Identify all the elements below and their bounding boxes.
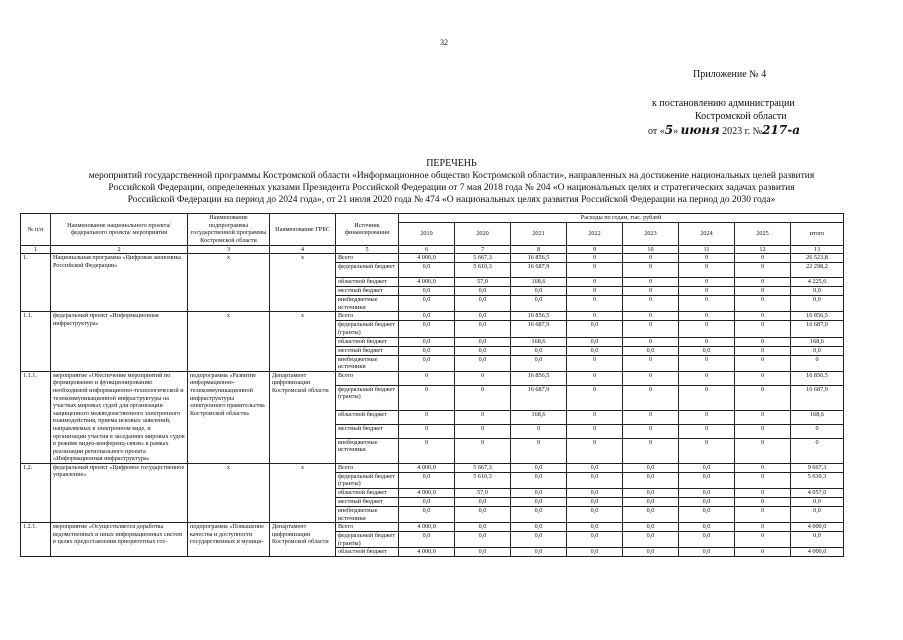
subtitle-line: мероприятий государственной программы Костромской области «Информационное общество Костромской области», направленных на достижение национальных целей развития [88,171,815,181]
subtitle-line: Российской Федерации, определенных указами Президента Российской Федерации от 7 мая 2018 года № 204 «О национальных целях и стратегических задачах развития [108,183,795,193]
expense-value: 0 [735,296,791,312]
expense-value: 0 [511,424,567,438]
column-number: 4 [270,245,336,254]
header-year: 2024 [679,222,735,245]
expense-value: 168,6 [791,410,844,424]
expense-value: 0 [567,410,623,424]
header-year: 2023 [623,222,679,245]
expense-value: 0,0 [567,346,623,355]
expense-value: 0 [399,371,455,385]
expense-value: 0,0 [399,296,455,312]
expense-value: 0 [623,410,679,424]
expense-value: 0 [735,287,791,296]
column-number: 11 [679,245,735,254]
expense-value: 0 [735,346,791,355]
expense-value: 0 [735,463,791,472]
expense-value: 0 [567,287,623,296]
expense-value: 0 [623,312,679,321]
expense-value: 0,0 [511,472,567,488]
expense-value: 0 [679,254,735,263]
expense-value: 0,0 [567,523,623,532]
expense-value: 0,0 [623,346,679,355]
measure-name: федеральный проект «Цифровое государственное управление» [51,463,188,522]
document-title: ПЕРЕЧЕНЬ [426,158,477,169]
expense-value: 0,0 [679,463,735,472]
expense-value: 0,0 [455,548,511,557]
expense-value: 26 523,8 [791,254,844,263]
expense-value: 0,0 [679,532,735,548]
expense-value: 0,0 [567,489,623,498]
column-number: 13 [791,245,844,254]
header-source: Источник финансирования [336,214,399,246]
expense-value: 0 [735,337,791,346]
expense-value: 0,0 [399,346,455,355]
funding-source: местный бюджет [336,346,399,355]
expense-value: 0 [679,385,735,410]
expense-value: 0,0 [679,548,735,557]
expense-value: 0,0 [791,507,844,523]
column-number: 2 [51,245,188,254]
subprogram-name: подпрограмма «Развитие информационно-телекоммуникационной инфраструктуры электронного правительства Костромской области» [188,371,270,463]
measures-table [20,213,844,557]
resolution-date [648,123,800,137]
funding-source: внебюджетные источники [336,507,399,523]
funding-source: внебюджетные источники [336,355,399,371]
expense-value: 0,0 [399,321,455,337]
funding-source: областной бюджет [336,489,399,498]
expense-value: 5 667,3 [455,254,511,263]
expense-value: 0 [735,385,791,410]
expense-value: 0,0 [455,355,511,371]
header-year: 2022 [567,222,623,245]
expense-value: 0,0 [511,489,567,498]
expense-value: 4 000,0 [399,463,455,472]
expense-value: 0,0 [623,489,679,498]
column-number: 8 [511,245,567,254]
expense-value: 0 [455,424,511,438]
expense-value: 0 [679,438,735,463]
header-year: 2020 [455,222,511,245]
expense-value: 0 [735,355,791,371]
expense-value: 0,0 [791,287,844,296]
expense-value: 0 [679,263,735,278]
expense-value: 0 [623,385,679,410]
expense-value: 0 [567,263,623,278]
measure-name: мероприятие «Осуществляется доработка ведомственных и иных информационных систем в целях предоставления приоритетных гос- [51,523,188,557]
expense-value: 0 [455,371,511,385]
column-number: 6 [399,245,455,254]
expense-value: 57,0 [455,489,511,498]
expense-value: 0,0 [455,507,511,523]
expense-value: 16 687,9 [791,321,844,337]
expense-value: 16 856,5 [791,312,844,321]
header-year: 2019 [399,222,455,245]
expense-value: 0 [679,278,735,287]
expense-value: 16 687,9 [511,385,567,410]
expense-value: 0 [735,438,791,463]
subprogram-name: подпрограмма «Повышение качества и доступности государственных и муници- [188,523,270,557]
expense-value: 168,6 [511,337,567,346]
expense-value: 0,0 [455,296,511,312]
expense-value: 0 [791,355,844,371]
column-number: 5 [336,245,399,254]
expense-value: 4 000,0 [399,548,455,557]
expense-value: 0,0 [399,355,455,371]
date-year: 2023 г. № [722,126,763,137]
expense-value: 0 [791,424,844,438]
expense-value: 0,0 [511,532,567,548]
expense-value: 0 [567,312,623,321]
expense-value: 0 [735,489,791,498]
header-subprogram: Наименование подпрограммы государственной программы Костромской области [188,214,270,246]
funding-source: Всего [336,523,399,532]
expense-value: 0 [735,507,791,523]
expense-value: 0 [679,424,735,438]
table-row [21,371,844,385]
expense-value: 0,0 [679,507,735,523]
expense-value: 4 000,0 [399,278,455,287]
expense-value: 168,6 [511,410,567,424]
expense-value: 0,0 [567,498,623,507]
header-num: № п/п [21,214,51,246]
expense-value: 0 [623,263,679,278]
row-number: 1.1.1. [21,371,51,463]
funding-source: Всего [336,463,399,472]
expense-value: 0 [567,438,623,463]
expense-value: 0,0 [399,337,455,346]
expense-value: 0 [567,385,623,410]
expense-value: 0 [679,337,735,346]
expense-value: 0 [623,278,679,287]
expense-value: 0,0 [455,287,511,296]
expense-value: 5 610,3 [791,472,844,488]
subtitle-line: Российской Федерации на период до 2024 года», от 21 июля 2020 года № 474 «О национальных целях развития Российской Федерации на период до 2030 года» [127,195,776,205]
expense-value: 0,0 [791,346,844,355]
expense-value: 0,0 [567,548,623,557]
table-row [21,523,844,532]
expense-value: 0 [735,532,791,548]
date-mid: » [673,126,679,137]
date-prefix: от « [648,126,665,137]
expense-value: 0,0 [567,472,623,488]
expense-value: 0,0 [679,472,735,488]
appendix-label: Приложение № 4 [693,69,767,80]
expense-value: 0 [623,337,679,346]
expense-value: 0,0 [511,296,567,312]
expense-value: 57,0 [455,278,511,287]
header-year: 2025 [735,222,791,245]
expense-value: 0 [735,424,791,438]
expense-value: 16 856,5 [791,371,844,385]
expense-value: 0 [399,410,455,424]
page-number: 32 [440,38,448,47]
expense-value: 0 [679,296,735,312]
expense-value: 0 [735,321,791,337]
expense-value: 0,0 [455,498,511,507]
expense-value: 0 [623,355,679,371]
expense-value: 5 610,3 [455,263,511,278]
column-number: 9 [567,245,623,254]
funding-source: внебюджетные источники [336,296,399,312]
expense-value: 4 000,0 [399,489,455,498]
row-number: 1.2.1. [21,523,51,557]
funding-source: федеральный бюджет (гранты) [336,532,399,548]
expense-value: 0,0 [623,507,679,523]
expense-value: 0 [623,296,679,312]
header-year: итого [791,222,844,245]
expense-value: 0,0 [511,355,567,371]
expense-value: 0 [455,438,511,463]
expense-value: 168,6 [791,337,844,346]
expense-value: 16 687,9 [791,385,844,410]
header-expenses: Расходы по годам, тыс. рублей [399,214,844,223]
resolution-reference: к постановлению администрации [652,98,795,109]
expense-value: 0 [679,371,735,385]
expense-value: 0,0 [399,532,455,548]
subprogram-name: х [188,254,270,312]
expense-value: 0,0 [511,548,567,557]
column-number: 7 [455,245,511,254]
expense-value: 5 610,3 [455,472,511,488]
expense-value: 0,0 [455,337,511,346]
expense-value: 0 [735,498,791,507]
expense-value: 0 [511,438,567,463]
header-year: 2021 [511,222,567,245]
expense-value: 0 [455,385,511,410]
expense-value: 0,0 [399,507,455,523]
expense-value: 0,0 [399,287,455,296]
grbs-name: Департамент цифровизации Костромской области [270,371,336,463]
expense-value: 0 [735,254,791,263]
expense-value: 4 000,0 [399,523,455,532]
expense-value: 16 856,5 [511,312,567,321]
funding-source: федеральный бюджет [336,263,399,278]
document-subtitle [20,170,883,206]
expense-value: 0,0 [511,498,567,507]
expense-value: 0 [735,523,791,532]
expense-value: 0 [567,355,623,371]
subprogram-name: х [188,312,270,371]
expense-value: 0,0 [511,346,567,355]
expense-value: 0,0 [623,463,679,472]
expense-value: 0 [679,355,735,371]
funding-source: внебюджетные источники [336,438,399,463]
expense-value: 4 225,6 [791,278,844,287]
expense-value: 168,6 [511,278,567,287]
funding-source: областной бюджет [336,337,399,346]
date-day: 5 [664,123,674,137]
expense-value: 0 [735,371,791,385]
expense-value: 0 [567,278,623,287]
measure-name: Национальная программа «Цифровая экономика Российской Федерации» [51,254,188,312]
grbs-name: х [270,312,336,371]
funding-source: федеральный бюджет (гранты) [336,321,399,337]
expense-value: 0,0 [455,312,511,321]
expense-value: 0 [623,438,679,463]
funding-source: областной бюджет [336,278,399,287]
subprogram-name: х [188,463,270,522]
expense-value: 0 [679,321,735,337]
expense-value: 4 000,0 [399,254,455,263]
expense-value: 0,0 [399,263,455,278]
expense-value: 0 [735,410,791,424]
table-row [21,463,844,472]
column-number: 10 [623,245,679,254]
expense-value: 0 [567,371,623,385]
expense-value: 0 [735,548,791,557]
expense-value: 0,0 [623,472,679,488]
column-number: 1 [21,245,51,254]
expense-value: 0,0 [511,463,567,472]
expense-value: 0 [679,287,735,296]
expense-value: 0 [791,438,844,463]
funding-source: областной бюджет [336,410,399,424]
expense-value: 4 057,0 [791,489,844,498]
expense-value: 0 [567,424,623,438]
funding-source: местный бюджет [336,287,399,296]
row-number: 1. [21,254,51,312]
expense-value: 0,0 [679,346,735,355]
expense-value: 0 [679,312,735,321]
expense-value: 16 856,5 [511,254,567,263]
expense-value: 0 [623,287,679,296]
funding-source: областной бюджет [336,548,399,557]
expense-value: 0,0 [679,489,735,498]
expense-value: 0 [623,254,679,263]
expense-value: 0 [623,321,679,337]
expense-value: 16 687,9 [511,321,567,337]
expense-value: 0,0 [399,498,455,507]
expense-value: 0,0 [791,532,844,548]
date-month: июня [680,123,720,137]
expense-value: 0 [455,410,511,424]
expense-value: 0 [399,385,455,410]
expense-value: 0 [399,438,455,463]
expense-value: 0,0 [623,523,679,532]
expense-value: 0 [623,371,679,385]
table-row [21,312,844,321]
expense-value: 0,0 [511,523,567,532]
expense-value: 0,0 [455,321,511,337]
expense-value: 0,0 [679,498,735,507]
expense-value: 0,0 [567,463,623,472]
measure-name: федеральный проект «Информационная инфраструктура» [51,312,188,371]
grbs-name: х [270,463,336,522]
row-number: 1.1. [21,312,51,371]
expense-value: 0 [399,424,455,438]
header-name: Наименование национального проекта/федерального проекта/ мероприятия [51,214,188,246]
funding-source: федеральный бюджет (гранты) [336,472,399,488]
resolution-number: 217-а [762,123,800,137]
expense-value: 0,0 [455,346,511,355]
expense-value: 0,0 [399,312,455,321]
funding-source: Всего [336,371,399,385]
measure-name: мероприятие «Обеспечение мероприятий по формированию и функционированию необходимой информационно-технологической и телекоммуникационной инфраструктуры на участках мировых судей для организации защищенного межведомственного электронного взаимодействия, приема исковых заявлений, направляемых в электронном виде, и организации участия в заседаниях мировых судов в режиме видео-конференц-связи» в рамках реализации регионального проекта «Информационная инфраструктура» [51,371,188,463]
funding-source: местный бюджет [336,424,399,438]
expense-value: 0 [679,410,735,424]
funding-source: Всего [336,312,399,321]
grbs-name: Департамент цифровизации Костромской области [270,523,336,557]
table-row [21,254,844,263]
table-body [21,245,844,557]
expense-value: 0,0 [791,498,844,507]
expense-value: 0,0 [567,532,623,548]
expense-value: 0,0 [623,498,679,507]
grbs-name: х [270,254,336,312]
expense-value: 0,0 [511,287,567,296]
expense-value: 5 667,3 [455,463,511,472]
expense-value: 0,0 [791,296,844,312]
expense-value: 4 000,0 [791,548,844,557]
expense-value: 0,0 [455,532,511,548]
expense-value: 0 [567,254,623,263]
expense-value: 0,0 [567,507,623,523]
column-numbers-row [21,245,844,254]
expense-value: 0,0 [623,548,679,557]
header-grbs: Наименование ГРБС [270,214,336,246]
expense-value: 16 687,9 [511,263,567,278]
expense-value: 0 [567,296,623,312]
funding-source: федеральный бюджет (гранты) [336,385,399,410]
funding-source: Всего [336,254,399,263]
expense-value: 0,0 [679,523,735,532]
expense-value: 16 856,5 [511,371,567,385]
expense-value: 0 [735,312,791,321]
column-number: 3 [188,245,270,254]
organization-name: Костромской области [695,111,787,122]
expense-value: 9 667,3 [791,463,844,472]
funding-source: местный бюджет [336,498,399,507]
expense-value: 0,0 [511,507,567,523]
expense-value: 0 [735,472,791,488]
expense-value: 0 [623,424,679,438]
expense-value: 0,0 [567,337,623,346]
column-number: 12 [735,245,791,254]
expense-value: 0,0 [399,472,455,488]
expense-value: 0 [735,278,791,287]
expense-value: 0,0 [623,532,679,548]
expense-value: 0,0 [567,321,623,337]
expense-value: 22 298,2 [791,263,844,278]
expense-value: 0 [735,263,791,278]
expense-value: 0,0 [455,523,511,532]
row-number: 1.2. [21,463,51,522]
expense-value: 4 000,0 [791,523,844,532]
